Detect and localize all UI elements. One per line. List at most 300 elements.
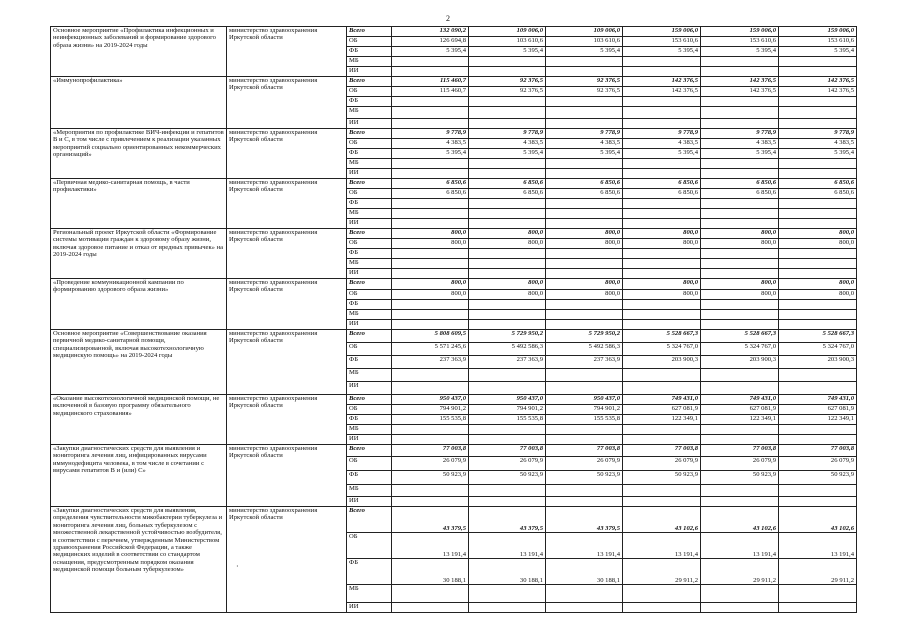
amount-cell bbox=[469, 209, 546, 219]
amount-cell: 800,0 bbox=[701, 279, 779, 290]
amount-cell: 5 395,4 bbox=[392, 47, 469, 57]
amount-cell: 155 535,8 bbox=[469, 415, 546, 425]
amount-cell bbox=[546, 435, 623, 445]
amount-cell bbox=[779, 57, 857, 67]
amount-cell: 77 003,8 bbox=[779, 445, 857, 457]
amount-cell bbox=[469, 585, 546, 603]
measure-title: «Оказание высокотехнологичной медицинской помощи, не включенной в базовую программу обязательного медицинского страхования» bbox=[51, 395, 227, 445]
amount-cell bbox=[623, 57, 701, 67]
amount-cell bbox=[623, 320, 701, 330]
amount-cell bbox=[392, 603, 469, 613]
amount-cell: 13 191,4 bbox=[392, 533, 469, 559]
table-row bbox=[51, 27, 857, 37]
amount-cell: 6 850,6 bbox=[779, 189, 857, 199]
amount-cell: 203 900,3 bbox=[623, 356, 701, 369]
amount-cell bbox=[779, 159, 857, 169]
amount-cell: 92 376,5 bbox=[546, 87, 623, 97]
amount-cell bbox=[546, 209, 623, 219]
measure-title: «Первичная медико-санитарная помощь, в части профилактики» bbox=[51, 179, 227, 229]
funding-source: ИИ bbox=[347, 435, 392, 445]
amount-cell bbox=[623, 67, 701, 77]
amount-cell: 794 901,2 bbox=[392, 405, 469, 415]
amount-cell: 800,0 bbox=[546, 279, 623, 290]
amount-cell: 30 188,1 bbox=[392, 559, 469, 585]
amount-cell: 203 900,3 bbox=[701, 356, 779, 369]
amount-cell bbox=[392, 67, 469, 77]
measure-title: «Закупки диагностических средств для выявления, определения чувствительности микобактерии туберкулеза и мониторинга лечения лиц, больных туберкулезом с множественной лекарственной устойчивостью возбудителя, в соответствии с перечнем, утвержденным Министерством здравоохранения Российской Федерации, а также медицинских изделий в соответствии со стандартом оснащения, предусмотренным порядком оказания медицинской помощи больным туберкулезом» bbox=[51, 507, 227, 613]
amount-cell: 30 188,1 bbox=[469, 559, 546, 585]
amount-cell bbox=[701, 57, 779, 67]
amount-cell bbox=[469, 485, 546, 497]
amount-cell bbox=[469, 425, 546, 435]
amount-cell: 6 850,6 bbox=[469, 189, 546, 199]
amount-cell: 126 694,8 bbox=[392, 37, 469, 47]
funding-source: ФБ bbox=[347, 199, 392, 209]
amount-cell bbox=[779, 269, 857, 279]
amount-cell bbox=[469, 497, 546, 507]
amount-cell bbox=[546, 107, 623, 119]
table-body bbox=[51, 27, 857, 613]
amount-cell: 142 376,5 bbox=[779, 77, 857, 87]
amount-cell: 26 079,9 bbox=[701, 457, 779, 471]
funding-source: Всего bbox=[347, 27, 392, 37]
amount-cell: 159 006,0 bbox=[623, 27, 701, 37]
amount-cell bbox=[701, 485, 779, 497]
funding-source: ФБ bbox=[347, 415, 392, 425]
amount-cell bbox=[546, 159, 623, 169]
amount-cell: 142 376,5 bbox=[623, 77, 701, 87]
amount-cell bbox=[469, 382, 546, 395]
amount-cell bbox=[546, 269, 623, 279]
amount-cell bbox=[779, 603, 857, 613]
amount-cell bbox=[392, 310, 469, 320]
measure-title: «Иммунопрофилактика» bbox=[51, 77, 227, 129]
amount-cell: 9 778,9 bbox=[546, 129, 623, 139]
amount-cell bbox=[392, 382, 469, 395]
amount-cell: 142 376,5 bbox=[701, 77, 779, 87]
amount-cell bbox=[469, 199, 546, 209]
page-number: 2 bbox=[446, 14, 450, 23]
amount-cell: 115 460,7 bbox=[392, 87, 469, 97]
amount-cell bbox=[701, 585, 779, 603]
funding-source: МБ bbox=[347, 57, 392, 67]
amount-cell bbox=[469, 603, 546, 613]
amount-cell bbox=[546, 382, 623, 395]
amount-cell bbox=[546, 369, 623, 382]
amount-cell: 5 395,4 bbox=[623, 47, 701, 57]
funding-source: Всего bbox=[347, 179, 392, 189]
amount-cell bbox=[392, 107, 469, 119]
amount-cell: 43 379,5 bbox=[546, 507, 623, 533]
amount-cell bbox=[623, 300, 701, 310]
amount-cell: 800,0 bbox=[623, 239, 701, 249]
amount-cell bbox=[779, 219, 857, 229]
amount-cell bbox=[779, 310, 857, 320]
amount-cell: 26 079,9 bbox=[546, 457, 623, 471]
amount-cell: 13 191,4 bbox=[623, 533, 701, 559]
amount-cell bbox=[623, 369, 701, 382]
funding-source: ФБ bbox=[347, 97, 392, 107]
amount-cell: 794 901,2 bbox=[546, 405, 623, 415]
amount-cell bbox=[701, 300, 779, 310]
amount-cell bbox=[779, 259, 857, 269]
amount-cell bbox=[779, 97, 857, 107]
amount-cell: 4 383,5 bbox=[469, 139, 546, 149]
amount-cell bbox=[623, 269, 701, 279]
amount-cell bbox=[546, 300, 623, 310]
table-row bbox=[51, 507, 857, 533]
amount-cell bbox=[701, 97, 779, 107]
amount-cell: 749 431,0 bbox=[779, 395, 857, 405]
amount-cell: 4 383,5 bbox=[779, 139, 857, 149]
funding-source: Всего bbox=[347, 77, 392, 87]
amount-cell: 43 379,5 bbox=[469, 507, 546, 533]
amount-cell: 6 850,6 bbox=[392, 179, 469, 189]
amount-cell: 77 003,8 bbox=[469, 445, 546, 457]
measure-title: «Мероприятия по профилактике ВИЧ-инфекции и гепатитов В и С, в том числе с привлечением к реализации указанных мероприятий социально ориентированных некоммерческих организаций» bbox=[51, 129, 227, 179]
amount-cell: 159 006,0 bbox=[779, 27, 857, 37]
amount-cell bbox=[469, 259, 546, 269]
amount-cell: 132 090,2 bbox=[392, 27, 469, 37]
amount-cell: 77 003,8 bbox=[392, 445, 469, 457]
amount-cell bbox=[623, 169, 701, 179]
amount-cell: 9 778,9 bbox=[392, 129, 469, 139]
amount-cell: 5 395,4 bbox=[779, 47, 857, 57]
amount-cell bbox=[469, 249, 546, 259]
amount-cell: 142 376,5 bbox=[623, 87, 701, 97]
amount-cell: 627 081,9 bbox=[623, 405, 701, 415]
funding-source: ФБ bbox=[347, 47, 392, 57]
amount-cell: 950 437,0 bbox=[546, 395, 623, 405]
funding-source: ФБ bbox=[347, 300, 392, 310]
amount-cell: 5 492 586,3 bbox=[546, 343, 623, 356]
funding-source: Всего bbox=[347, 330, 392, 343]
amount-cell bbox=[623, 97, 701, 107]
funding-source: МБ bbox=[347, 369, 392, 382]
funding-source: ФБ bbox=[347, 149, 392, 159]
amount-cell: 5 395,4 bbox=[546, 149, 623, 159]
amount-cell: 950 437,0 bbox=[469, 395, 546, 405]
amount-cell: 800,0 bbox=[623, 229, 701, 239]
amount-cell bbox=[469, 219, 546, 229]
responsible-org: министерство здравоохранения Иркутской области bbox=[227, 395, 347, 445]
amount-cell bbox=[623, 209, 701, 219]
amount-cell bbox=[701, 310, 779, 320]
amount-cell: 5 395,4 bbox=[469, 149, 546, 159]
amount-cell bbox=[392, 119, 469, 129]
amount-cell: 5 395,4 bbox=[392, 149, 469, 159]
amount-cell: 794 901,2 bbox=[469, 405, 546, 415]
amount-cell bbox=[623, 249, 701, 259]
amount-cell bbox=[392, 320, 469, 330]
amount-cell: 159 006,0 bbox=[701, 27, 779, 37]
amount-cell bbox=[469, 57, 546, 67]
funding-source: Всего bbox=[347, 129, 392, 139]
amount-cell: 5 324 767,0 bbox=[623, 343, 701, 356]
responsible-org: министерство здравоохранения Иркутской области bbox=[227, 179, 347, 229]
amount-cell: 6 850,6 bbox=[623, 179, 701, 189]
amount-cell bbox=[701, 269, 779, 279]
amount-cell bbox=[469, 119, 546, 129]
amount-cell bbox=[623, 382, 701, 395]
funding-source: МБ bbox=[347, 107, 392, 119]
amount-cell bbox=[779, 497, 857, 507]
amount-cell: 103 610,6 bbox=[546, 37, 623, 47]
amount-cell bbox=[469, 310, 546, 320]
amount-cell bbox=[701, 209, 779, 219]
amount-cell: 29 911,2 bbox=[779, 559, 857, 585]
amount-cell bbox=[392, 435, 469, 445]
amount-cell: 800,0 bbox=[779, 290, 857, 300]
amount-cell: 26 079,9 bbox=[392, 457, 469, 471]
amount-cell: 43 102,6 bbox=[779, 507, 857, 533]
funding-source: ОБ bbox=[347, 343, 392, 356]
funding-source: ОБ bbox=[347, 87, 392, 97]
amount-cell bbox=[701, 67, 779, 77]
amount-cell: 77 003,8 bbox=[546, 445, 623, 457]
amount-cell: 627 081,9 bbox=[779, 405, 857, 415]
amount-cell: 800,0 bbox=[469, 229, 546, 239]
amount-cell bbox=[623, 310, 701, 320]
table-row bbox=[51, 445, 857, 457]
funding-source: ИИ bbox=[347, 67, 392, 77]
amount-cell: 122 349,1 bbox=[701, 415, 779, 425]
amount-cell bbox=[546, 67, 623, 77]
funding-source: ФБ bbox=[347, 559, 392, 585]
amount-cell bbox=[701, 219, 779, 229]
measure-title: Региональный проект Иркутской области «Формирование системы мотивации граждан к здоровому образу жизни, включая здоровое питание и отказ от вредных привычек» на 2019-2024 годы bbox=[51, 229, 227, 279]
amount-cell: 26 079,9 bbox=[623, 457, 701, 471]
amount-cell: 92 376,5 bbox=[546, 77, 623, 87]
amount-cell bbox=[546, 485, 623, 497]
amount-cell bbox=[546, 97, 623, 107]
amount-cell bbox=[701, 435, 779, 445]
amount-cell: 13 191,4 bbox=[546, 533, 623, 559]
funding-source: ОБ bbox=[347, 189, 392, 199]
amount-cell: 26 079,9 bbox=[779, 457, 857, 471]
funding-source: ОБ bbox=[347, 457, 392, 471]
stray-mark: · bbox=[236, 562, 239, 571]
amount-cell bbox=[701, 320, 779, 330]
amount-cell: 4 383,5 bbox=[546, 139, 623, 149]
funding-source: ОБ bbox=[347, 139, 392, 149]
amount-cell bbox=[546, 425, 623, 435]
amount-cell bbox=[392, 300, 469, 310]
amount-cell bbox=[701, 159, 779, 169]
amount-cell: 50 923,9 bbox=[623, 471, 701, 485]
amount-cell bbox=[546, 497, 623, 507]
amount-cell bbox=[392, 497, 469, 507]
amount-cell bbox=[623, 425, 701, 435]
funding-source: ОБ bbox=[347, 239, 392, 249]
amount-cell: 13 191,4 bbox=[701, 533, 779, 559]
amount-cell bbox=[623, 107, 701, 119]
responsible-org: министерство здравоохранения Иркутской области bbox=[227, 330, 347, 395]
amount-cell: 800,0 bbox=[546, 229, 623, 239]
amount-cell: 92 376,5 bbox=[469, 87, 546, 97]
amount-cell bbox=[546, 320, 623, 330]
amount-cell: 122 349,1 bbox=[623, 415, 701, 425]
funding-source: ИИ bbox=[347, 219, 392, 229]
amount-cell: 29 911,2 bbox=[701, 559, 779, 585]
funding-source: ИИ bbox=[347, 269, 392, 279]
amount-cell: 77 003,8 bbox=[623, 445, 701, 457]
amount-cell bbox=[469, 67, 546, 77]
amount-cell: 103 610,6 bbox=[469, 37, 546, 47]
funding-source: МБ bbox=[347, 585, 392, 603]
amount-cell: 950 437,0 bbox=[392, 395, 469, 405]
funding-source: МБ bbox=[347, 159, 392, 169]
amount-cell: 800,0 bbox=[392, 279, 469, 290]
funding-source: Всего bbox=[347, 279, 392, 290]
amount-cell bbox=[701, 603, 779, 613]
amount-cell bbox=[546, 259, 623, 269]
funding-source: Всего bbox=[347, 395, 392, 405]
amount-cell bbox=[623, 585, 701, 603]
amount-cell bbox=[701, 107, 779, 119]
amount-cell: 4 383,5 bbox=[623, 139, 701, 149]
funding-source: МБ bbox=[347, 259, 392, 269]
amount-cell: 6 850,6 bbox=[392, 189, 469, 199]
amount-cell bbox=[546, 119, 623, 129]
measure-title: Основное мероприятие «Совершенствование оказания первичной медико-санитарной помощи, специализированной, включая высокотехнологичную медицинскую помощь» на 2019-2024 годы bbox=[51, 330, 227, 395]
amount-cell bbox=[546, 219, 623, 229]
funding-source: Всего bbox=[347, 229, 392, 239]
amount-cell bbox=[701, 425, 779, 435]
amount-cell bbox=[546, 249, 623, 259]
amount-cell bbox=[779, 107, 857, 119]
amount-cell bbox=[701, 199, 779, 209]
amount-cell bbox=[779, 382, 857, 395]
amount-cell: 6 850,6 bbox=[779, 179, 857, 189]
amount-cell: 13 191,4 bbox=[779, 533, 857, 559]
amount-cell: 627 081,9 bbox=[701, 405, 779, 415]
amount-cell bbox=[469, 159, 546, 169]
amount-cell: 5 729 950,2 bbox=[546, 330, 623, 343]
responsible-org: министерство здравоохранения Иркутской области bbox=[227, 27, 347, 77]
amount-cell: 6 850,6 bbox=[701, 179, 779, 189]
amount-cell bbox=[779, 249, 857, 259]
amount-cell bbox=[469, 169, 546, 179]
funding-source: ИИ bbox=[347, 119, 392, 129]
amount-cell bbox=[623, 159, 701, 169]
amount-cell bbox=[469, 269, 546, 279]
amount-cell bbox=[623, 603, 701, 613]
table-row bbox=[51, 129, 857, 139]
amount-cell bbox=[623, 199, 701, 209]
amount-cell: 9 778,9 bbox=[469, 129, 546, 139]
funding-source: ИИ bbox=[347, 320, 392, 330]
amount-cell bbox=[392, 199, 469, 209]
funding-source: ИИ bbox=[347, 497, 392, 507]
amount-cell: 5 395,4 bbox=[701, 149, 779, 159]
amount-cell: 6 850,6 bbox=[623, 189, 701, 199]
amount-cell: 6 850,6 bbox=[469, 179, 546, 189]
amount-cell bbox=[623, 119, 701, 129]
funding-source: Всего bbox=[347, 445, 392, 457]
amount-cell: 9 778,9 bbox=[701, 129, 779, 139]
amount-cell bbox=[392, 57, 469, 67]
responsible-org: министерство здравоохранения Иркутской области bbox=[227, 279, 347, 330]
amount-cell: 5 528 667,3 bbox=[623, 330, 701, 343]
funding-source: Всего bbox=[347, 507, 392, 533]
amount-cell bbox=[701, 382, 779, 395]
amount-cell bbox=[623, 485, 701, 497]
responsible-org: министерство здравоохранения Иркутской области bbox=[227, 229, 347, 279]
amount-cell bbox=[392, 169, 469, 179]
responsible-org: министерство здравоохранения Иркутской области bbox=[227, 445, 347, 507]
amount-cell: 26 079,9 bbox=[469, 457, 546, 471]
amount-cell: 203 900,3 bbox=[779, 356, 857, 369]
amount-cell bbox=[623, 435, 701, 445]
amount-cell: 5 395,4 bbox=[701, 47, 779, 57]
funding-source: МБ bbox=[347, 425, 392, 435]
funding-source: ОБ bbox=[347, 37, 392, 47]
responsible-org: министерство здравоохранения Иркутской области bbox=[227, 507, 347, 613]
amount-cell bbox=[701, 169, 779, 179]
amount-cell: 92 376,5 bbox=[469, 77, 546, 87]
amount-cell bbox=[779, 199, 857, 209]
table-row bbox=[51, 330, 857, 343]
amount-cell: 43 102,6 bbox=[623, 507, 701, 533]
amount-cell bbox=[469, 300, 546, 310]
amount-cell: 800,0 bbox=[779, 239, 857, 249]
amount-cell: 5 729 950,2 bbox=[469, 330, 546, 343]
amount-cell: 50 923,9 bbox=[701, 471, 779, 485]
amount-cell bbox=[392, 485, 469, 497]
amount-cell: 109 006,0 bbox=[469, 27, 546, 37]
amount-cell: 237 363,9 bbox=[469, 356, 546, 369]
table-row bbox=[51, 229, 857, 239]
funding-source: МБ bbox=[347, 209, 392, 219]
amount-cell bbox=[623, 259, 701, 269]
amount-cell: 800,0 bbox=[701, 229, 779, 239]
amount-cell bbox=[392, 209, 469, 219]
amount-cell: 153 610,6 bbox=[623, 37, 701, 47]
amount-cell: 5 808 609,5 bbox=[392, 330, 469, 343]
amount-cell: 800,0 bbox=[701, 239, 779, 249]
amount-cell bbox=[779, 119, 857, 129]
amount-cell bbox=[546, 199, 623, 209]
table-row bbox=[51, 179, 857, 189]
amount-cell bbox=[392, 259, 469, 269]
funding-source: ФБ bbox=[347, 356, 392, 369]
amount-cell: 6 850,6 bbox=[546, 189, 623, 199]
amount-cell: 50 923,9 bbox=[392, 471, 469, 485]
amount-cell: 5 395,4 bbox=[779, 149, 857, 159]
funding-source: ОБ bbox=[347, 405, 392, 415]
amount-cell: 5 571 245,6 bbox=[392, 343, 469, 356]
amount-cell bbox=[546, 57, 623, 67]
amount-cell bbox=[392, 97, 469, 107]
amount-cell bbox=[701, 369, 779, 382]
amount-cell bbox=[623, 497, 701, 507]
amount-cell bbox=[623, 219, 701, 229]
amount-cell: 50 923,9 bbox=[546, 471, 623, 485]
amount-cell: 800,0 bbox=[469, 239, 546, 249]
table-row bbox=[51, 279, 857, 290]
amount-cell: 800,0 bbox=[779, 229, 857, 239]
amount-cell bbox=[779, 435, 857, 445]
amount-cell: 5 395,4 bbox=[623, 149, 701, 159]
funding-source: ОБ bbox=[347, 290, 392, 300]
amount-cell: 749 431,0 bbox=[701, 395, 779, 405]
amount-cell: 4 383,5 bbox=[701, 139, 779, 149]
amount-cell: 749 431,0 bbox=[623, 395, 701, 405]
amount-cell: 800,0 bbox=[392, 229, 469, 239]
amount-cell bbox=[546, 310, 623, 320]
amount-cell: 142 376,5 bbox=[701, 87, 779, 97]
